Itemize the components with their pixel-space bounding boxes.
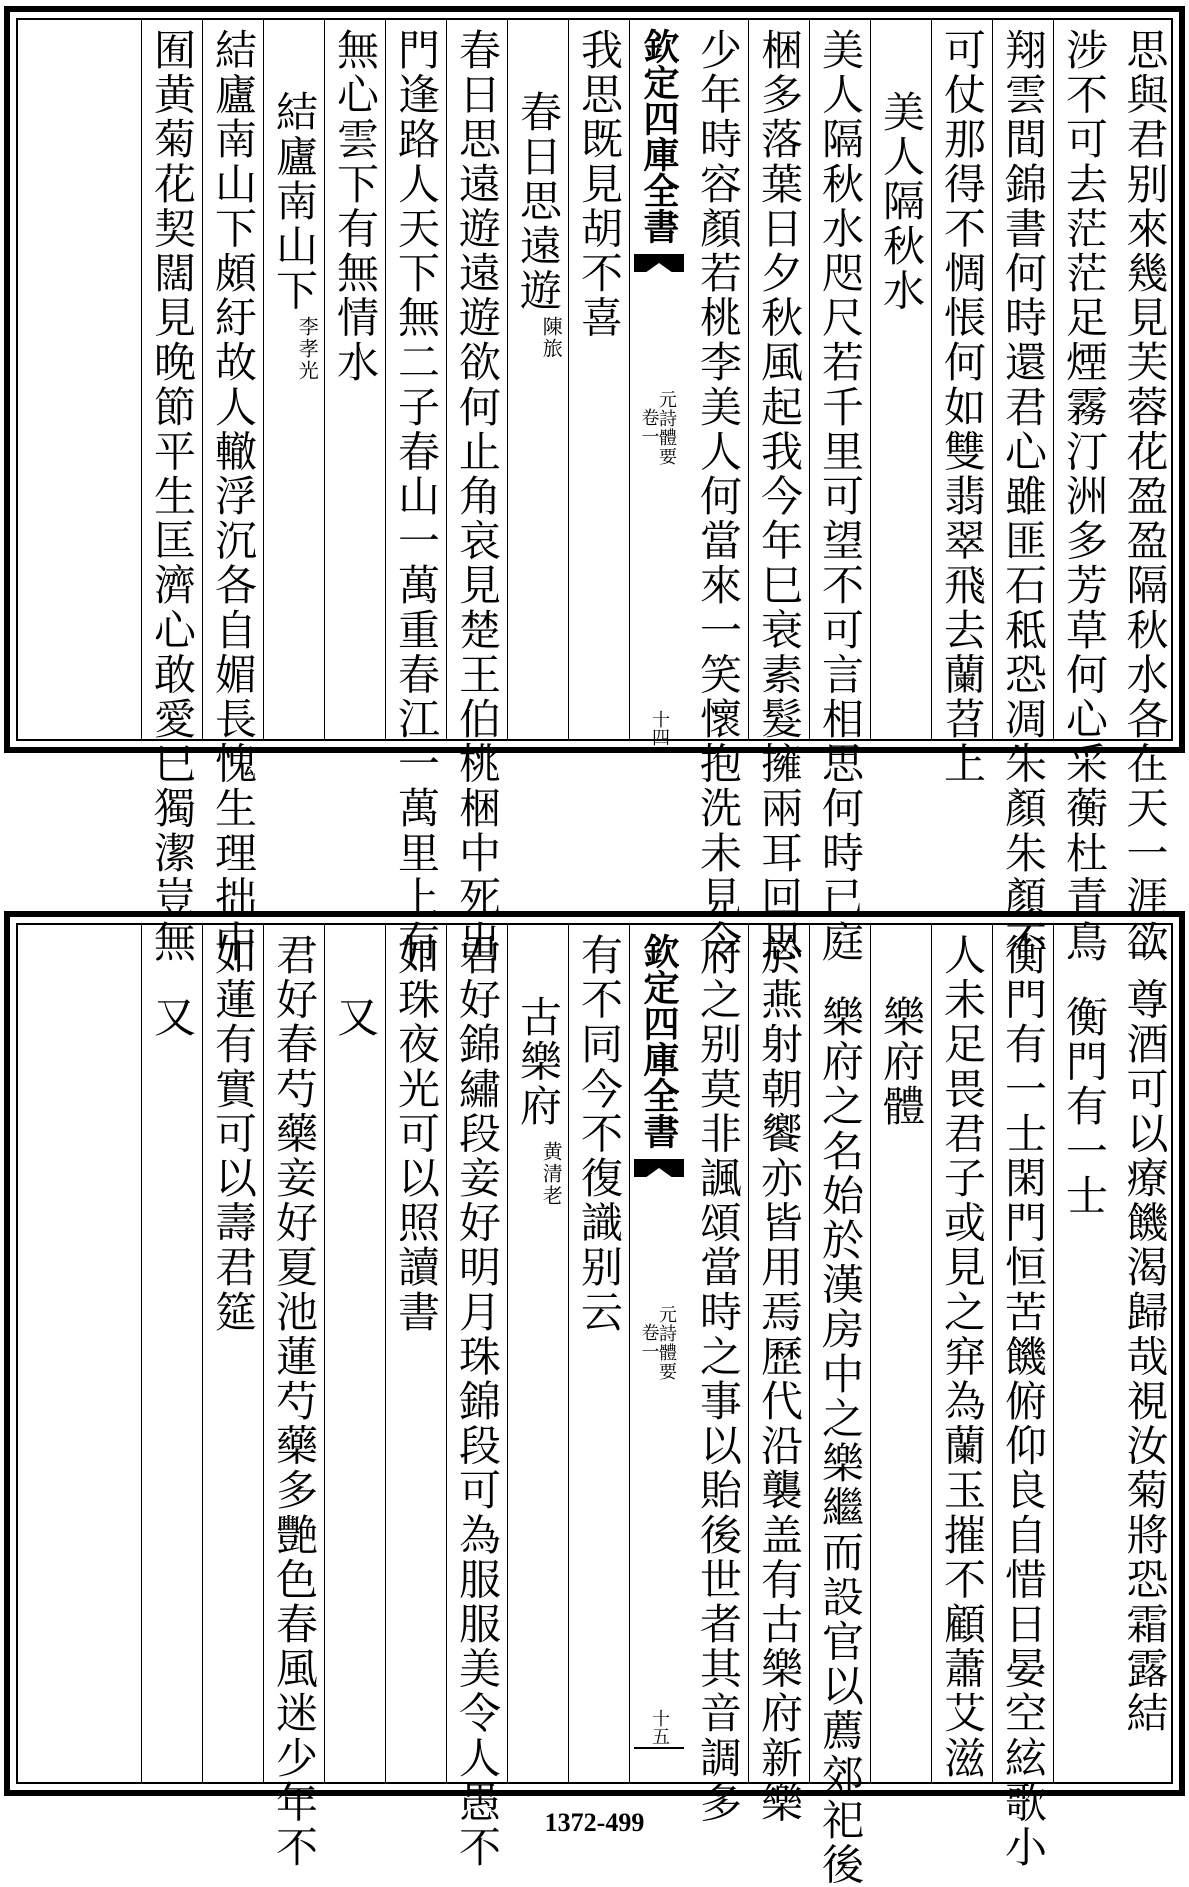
text-column: 春日思遠遊遠遊欲何止角哀見楚王伯桃梱中死出 xyxy=(446,20,507,739)
poem-title-column: 古樂府 黄清老 xyxy=(507,925,568,1782)
text-column: 我思既見胡不喜 xyxy=(568,20,629,739)
text-column: 思與君别來幾見芙蓉花盈盈隔秋水各在天一涯欲 xyxy=(1120,28,1170,965)
footer-page-label: 1372-499 xyxy=(544,1808,645,1837)
text-column: 府之别莫非諷頌當時之事以貽後世者其音調多 xyxy=(687,925,748,1782)
center-margin xyxy=(629,20,688,746)
margin-volume: 卷一 xyxy=(638,1323,660,1361)
poem-title-column: 美人隔秋水 xyxy=(870,20,931,739)
text-column: 門逢路人天下無二子春山一萬重春江一萬里上有 xyxy=(385,20,446,739)
text-column: 少年時容顏若桃李美人何當來一笑懷抱洗未見令 xyxy=(687,20,748,739)
text-column: 無心雲下有無情水 xyxy=(324,20,385,739)
text-column: 美人隔秋水咫尺若千里可望不可言相思何時已庭 xyxy=(809,20,870,739)
text-column: 於燕射朝饗亦皆用焉歷代沿襲盖有古樂府新樂 xyxy=(748,925,809,1782)
margin-page-number: 十五 xyxy=(649,1709,670,1745)
text-column: 樂府之名始於漢房中之樂繼而設官以薦郊祀後 xyxy=(809,925,870,1782)
poem-title-column: 又 xyxy=(141,925,202,1782)
text-column: 可仗那得不惆悵何如雙翡翠飛去蘭苕上 xyxy=(931,20,992,739)
margin-book-name: 元詩體要 xyxy=(655,1305,677,1381)
text-column: 君好錦繡段妾好明月珠錦段可為服服美令人愚不 xyxy=(446,925,507,1782)
text-column: 如蓮有實可以壽君筵 xyxy=(202,925,263,1782)
section-title-column: 樂府體 xyxy=(870,925,931,1782)
text-column: 衡門有一士閑門恒苦饑俯仰良自惜日晏空絃歌小 xyxy=(992,925,1053,1782)
poem-title-column: 衡門有一士 xyxy=(1053,925,1114,1782)
margin-volume: 卷一 xyxy=(638,408,660,446)
center-margin xyxy=(629,925,688,1782)
text-column: 結廬南山下頗紆故人轍浮沉各自媚長愧生理拙中 xyxy=(202,20,263,739)
text-column: 梱多落葉日夕秋風起我今年巳衰素髮擁兩耳回思 xyxy=(748,20,809,739)
text-column: 有不同今不復識别云 xyxy=(568,925,629,1782)
margin-rule xyxy=(634,748,684,750)
text-column: 涉不可去茫茫足煙霧汀洲多芳草何心采蘅杜青鳥 xyxy=(1053,20,1114,739)
book-title: 欽定四庫全書 xyxy=(638,933,680,1149)
margin-page-number: 十四 xyxy=(649,710,670,746)
text-column: 如珠夜光可以照讀書 xyxy=(385,925,446,1782)
fishtail-mark xyxy=(634,1159,684,1177)
poem-title-column: 又 xyxy=(324,925,385,1782)
text-column: 囿黄菊花契闊見晚節平生匡濟心敢愛巳獨潔豈無 xyxy=(141,20,202,739)
margin-book-name: 元詩體要 xyxy=(655,390,677,466)
text-column: 人未足畏君子或見之穽為蘭玉摧不顧蕭艾滋 xyxy=(931,925,992,1782)
text-column: 一尊酒可以療饑渴歸哉視汝菊將恐霜露結 xyxy=(1120,933,1170,1736)
page-panel-top xyxy=(4,6,1185,965)
panel-frame xyxy=(16,18,1173,965)
poem-title-column: 結廬南山下 李孝光 xyxy=(263,20,324,739)
text-column: 君好春芍藥妾好夏池蓮芍藥多艷色春風迷少年不 xyxy=(263,925,324,1782)
margin-rule xyxy=(634,1747,684,1749)
fishtail-mark xyxy=(634,254,684,272)
poem-title-column: 春日思遠遊 陳旅 xyxy=(507,20,568,739)
text-column: 翔雲間錦書何時還君心雖匪石秪恐凋朱顏朱顏不 xyxy=(992,20,1053,739)
book-title: 欽定四庫全書 xyxy=(638,28,680,244)
